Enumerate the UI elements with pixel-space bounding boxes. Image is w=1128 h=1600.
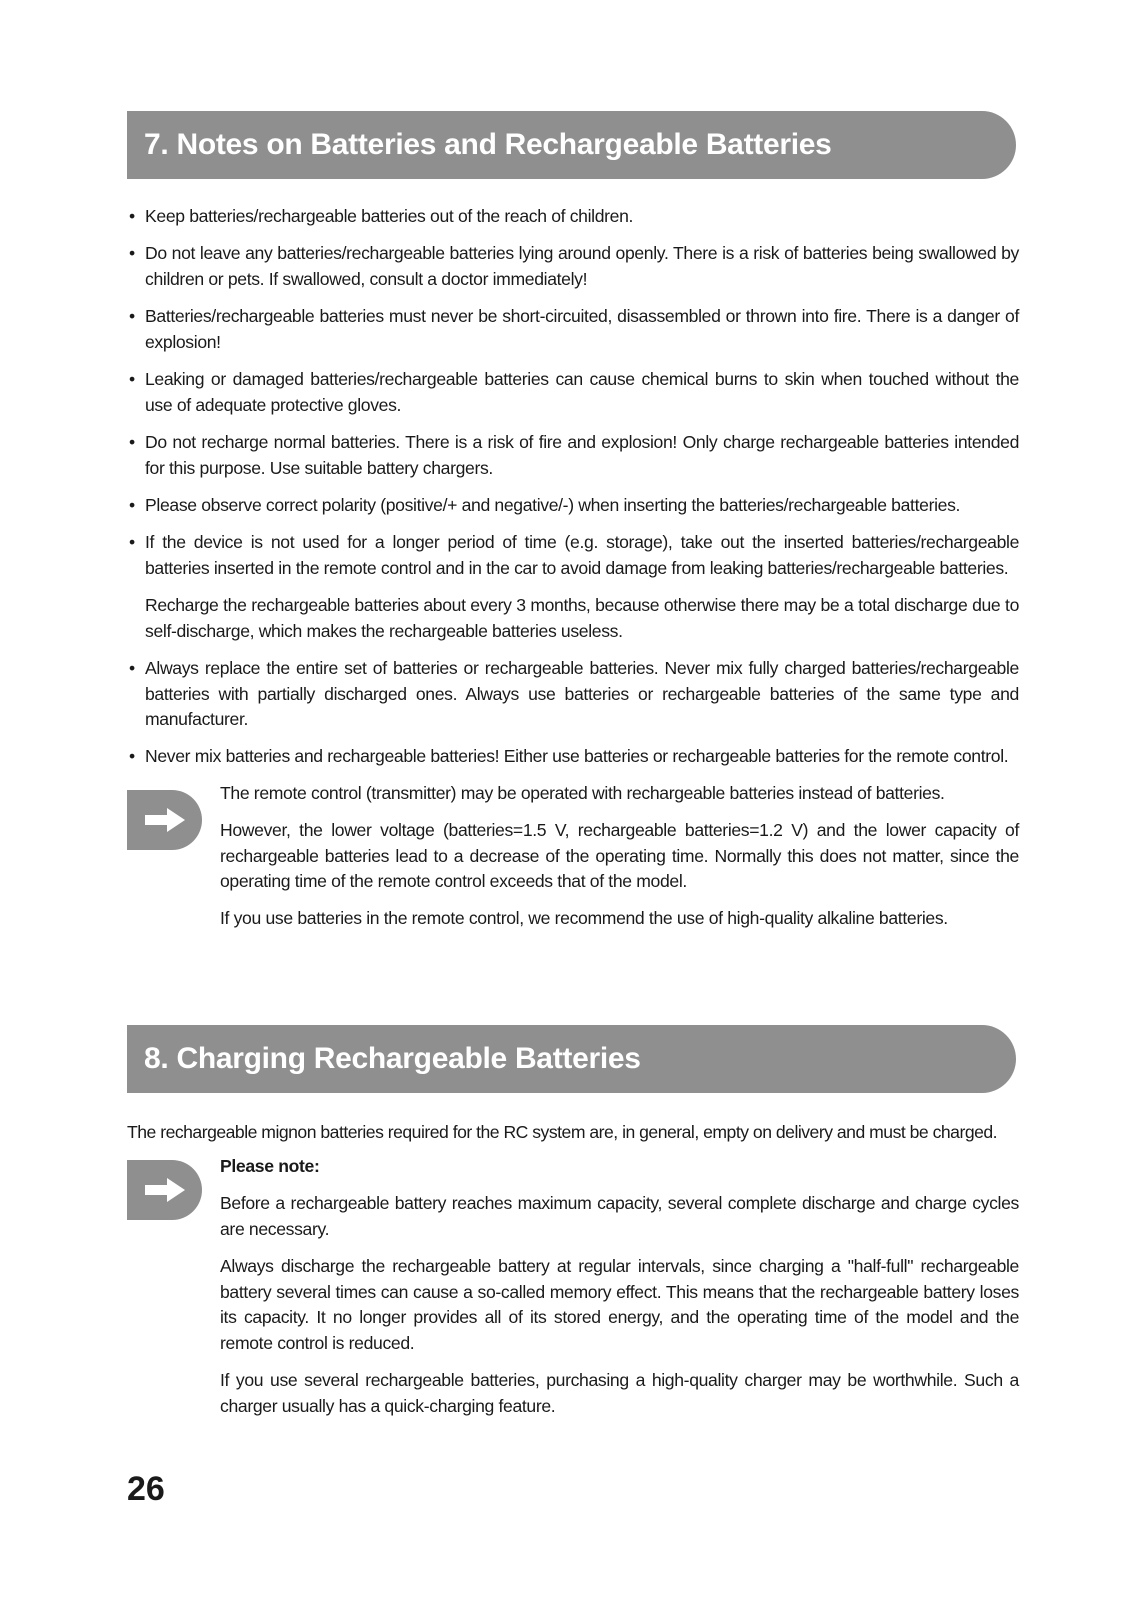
bullet-continuation: Recharge the rechargeable batteries about every 3 months, because otherwise there may be a total discharge due to self-discharge, which makes the rechargeable batteries useless. (145, 595, 1019, 641)
bullet-item (129, 204, 1019, 230)
note-paragraph: Always discharge the rechargeable battery at regular intervals, since charging a "half-full" rechargeable battery several times can cause a so-called memory effect. This means that the rechargeable battery loses its capacity. It no longer provides all of its stored energy, and the operating time of the model and the remote control is reduced. (220, 1256, 1019, 1353)
section-7-title: 7. Notes on Batteries and Rechargeable Batteries (144, 128, 832, 161)
bullet-text: Keep batteries/rechargeable batteries out of the reach of children. (145, 206, 634, 226)
bullet-dot: • (129, 206, 135, 226)
note-marker (127, 1160, 202, 1220)
bullet-text: Do not recharge normal batteries. There is a risk of fire and explosion! Only charge rechargeable batteries intended for this purpose. Use suitable battery chargers. (145, 432, 1019, 478)
bullet-text: Leaking or damaged batteries/rechargeable batteries can cause chemical burns to skin when touched without the use of adequate protective gloves. (145, 369, 1019, 415)
bullet-item (129, 241, 1019, 292)
section-7-header (127, 111, 1016, 179)
bullet-text: If the device is not used for a longer period of time (e.g. storage), take out the inserted batteries/rechargeable batteries inserted in the remote control and in the car to avoid damage from leaking batteries/rechargeable batteries. (145, 532, 1019, 578)
section-8-header (127, 1025, 1016, 1093)
note-paragraph: However, the lower voltage (batteries=1.5 V, rechargeable batteries=1.2 V) and the lower capacity of rechargeable batteries lead to a decrease of the operating time. Normally this does not matter, since the operating time of the remote control exceeds that of the model. (220, 820, 1019, 891)
bullet-item (129, 744, 1019, 770)
bullet-dot: • (129, 495, 135, 515)
section-8-intro: The rechargeable mignon batteries required for the RC system are, in general, empty on delivery and must be charged. (127, 1122, 998, 1142)
bullet-dot: • (129, 243, 135, 263)
bullet-text: Batteries/rechargeable batteries must never be short-circuited, disassembled or thrown into fire. There is a danger of explosion! (145, 306, 1019, 352)
note-marker (127, 790, 202, 850)
right-arrow-icon (143, 805, 187, 835)
note-paragraph: If you use batteries in the remote control, we recommend the use of high-quality alkaline batteries. (220, 908, 948, 928)
bullet-dot: • (129, 369, 135, 389)
bullet-item (129, 656, 1019, 733)
note-paragraph: Before a rechargeable battery reaches maximum capacity, several complete discharge and charge cycles are necessary. (220, 1193, 1019, 1239)
bullet-text: Do not leave any batteries/rechargeable batteries lying around openly. There is a risk of batteries being swallowed by children or pets. If swallowed, consult a doctor immediately! (145, 243, 1019, 289)
note-paragraph: If you use several rechargeable batteries, purchasing a high-quality charger may be worthwhile. Such a charger usually has a quick-charging feature. (220, 1370, 1019, 1416)
section-8-title: 8. Charging Rechargeable Batteries (144, 1042, 641, 1075)
note-paragraph: The remote control (transmitter) may be operated with rechargeable batteries instead of batteries. (220, 783, 945, 803)
bullet-item (129, 530, 1019, 581)
bullet-dot: • (129, 532, 135, 552)
page-number: 26 (127, 1470, 165, 1508)
bullet-text: Always replace the entire set of batteries or rechargeable batteries. Never mix fully charged batteries/rechargeable batteries with partially discharged ones. Always use batteries or rechargeable batteries of the same type and manufacturer. (145, 658, 1019, 729)
bullet-text: Please observe correct polarity (positive/+ and negative/-) when inserting the batteries/rechargeable batteries. (145, 495, 961, 515)
bullet-dot: • (129, 432, 135, 452)
bullet-text: Never mix batteries and rechargeable batteries! Either use batteries or rechargeable batteries for the remote control. (145, 746, 1009, 766)
bullet-item (129, 304, 1019, 355)
bullet-item (129, 367, 1019, 418)
bullet-dot: • (129, 746, 135, 766)
bullet-dot: • (129, 306, 135, 326)
bullet-item (129, 493, 1019, 519)
bullet-item (129, 430, 1019, 481)
right-arrow-icon (143, 1175, 187, 1205)
bullet-dot: • (129, 658, 135, 678)
note-heading: Please note: (220, 1156, 320, 1176)
